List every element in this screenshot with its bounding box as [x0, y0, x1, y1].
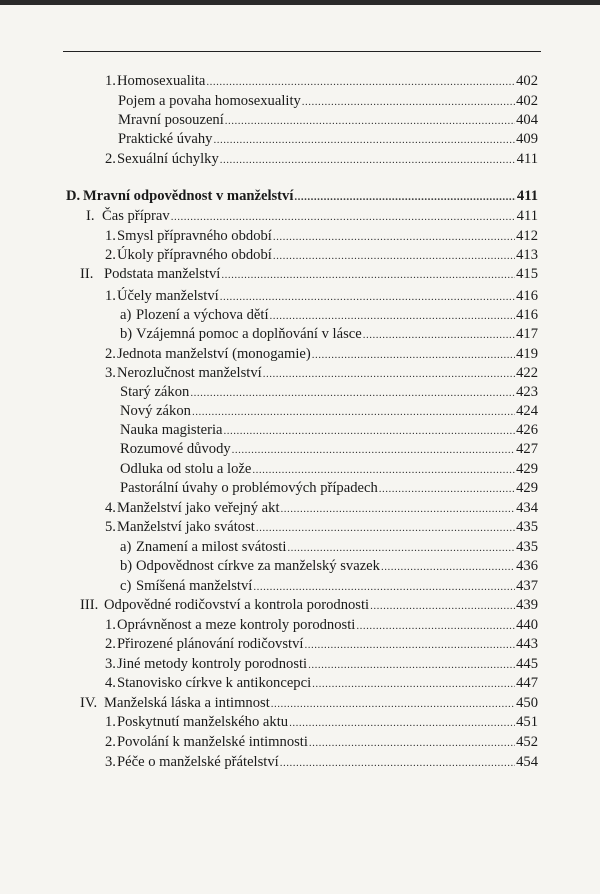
dot-leader: [171, 208, 516, 227]
toc-entry-page: 435: [516, 519, 538, 535]
toc-entry-page: 409: [516, 131, 538, 147]
toc-entry-page: 439: [516, 597, 538, 613]
toc-entry-number: 1.: [105, 714, 116, 730]
toc-entry-page: 423: [516, 384, 538, 400]
toc-entry-title: Povolání k manželské intimnosti: [117, 734, 308, 750]
toc-entry-title: Pastorální úvahy o problémových případech: [120, 480, 378, 496]
toc-entry-number: III.: [80, 597, 99, 613]
toc-entry: [105, 150, 538, 169]
dot-leader: [273, 228, 515, 247]
dot-leader: [309, 734, 515, 753]
toc-entry-title: Mravní odpovědnost v manželství: [83, 188, 294, 204]
toc-entry-title: Mravní posouzení: [118, 112, 224, 128]
dot-leader: [256, 519, 515, 538]
page-top-edge: [0, 0, 600, 5]
toc-entry-number: 5.: [105, 519, 116, 535]
toc-entry-page: 435: [516, 539, 538, 555]
dot-leader: [213, 131, 515, 150]
toc-entry-number: I.: [86, 208, 95, 224]
toc-entry-title: Homosexualita: [117, 73, 206, 89]
toc-entry-title: Odluka od stolu a lože: [120, 461, 252, 477]
dot-leader: [289, 714, 515, 733]
toc-entry: [105, 345, 538, 364]
toc-entry-number: 1.: [105, 228, 116, 244]
toc-entry-page: 404: [516, 112, 538, 128]
toc-entry: [80, 694, 538, 713]
toc-entry-page: 443: [516, 636, 538, 652]
toc-entry-number: 1.: [105, 617, 116, 633]
toc-entry-page: 437: [516, 578, 538, 594]
dot-leader: [304, 636, 515, 655]
toc-entry-number: 1.: [105, 73, 116, 89]
dot-leader: [273, 247, 515, 266]
dot-leader: [252, 461, 515, 480]
toc-entry-title: Pojem a povaha homosexuality: [118, 93, 301, 109]
toc-entry: [105, 499, 538, 518]
toc-entry-title: Nový zákon: [120, 403, 191, 419]
toc-entry-title: Odpovědnost církve za manželský svazek: [136, 558, 380, 574]
toc-entry-page: 454: [516, 754, 538, 770]
toc-entry: [118, 92, 538, 111]
toc-entry-page: 436: [516, 558, 538, 574]
toc-entry: [66, 187, 538, 206]
toc-entry-page: 413: [516, 247, 538, 263]
toc-entry-title: Stanovisko církve k antikoncepci: [117, 675, 312, 691]
toc-entry: [120, 557, 538, 576]
toc-entry: [80, 265, 538, 284]
toc-entry-page: 411: [516, 188, 538, 204]
toc-entry-title: Poskytnutí manželského aktu: [117, 714, 289, 730]
dot-leader: [287, 539, 515, 558]
toc-entry-page: 411: [516, 208, 538, 224]
dot-leader: [356, 617, 515, 636]
toc-entry-page: 402: [516, 93, 538, 109]
toc-entry-title: Jiné metody kontroly porodnosti: [117, 656, 308, 672]
dot-leader: [363, 326, 515, 345]
toc-entry-title: Úkoly přípravného období: [117, 247, 272, 263]
dot-leader: [379, 480, 515, 499]
toc-entry-number: b): [120, 326, 133, 342]
dot-leader: [206, 73, 515, 92]
toc-entry: [105, 364, 538, 383]
dot-leader: [190, 384, 515, 403]
toc-entry: [120, 538, 538, 557]
toc-entry-number: 3.: [105, 365, 116, 381]
toc-entry-title: Manželská láska a intimnost: [104, 695, 270, 711]
dot-leader: [308, 656, 515, 675]
toc-entry-page: 445: [516, 656, 538, 672]
toc-entry-page: 424: [516, 403, 538, 419]
dot-leader: [302, 93, 515, 112]
toc-entry-page: 416: [516, 307, 538, 323]
toc-entry: [120, 383, 538, 402]
toc-entry: [105, 655, 538, 674]
toc-entry-number: a): [120, 539, 132, 555]
dot-leader: [225, 112, 515, 131]
toc-entry-page: 440: [516, 617, 538, 633]
toc-entry-title: Manželství jako svátost: [117, 519, 255, 535]
toc-entry: [105, 635, 538, 654]
toc-entry-title: Čas příprav: [102, 208, 170, 224]
toc-entry-page: 417: [516, 326, 538, 342]
toc-entry-title: Vzájemná pomoc a doplňování v lásce: [136, 326, 362, 342]
toc-entry: [105, 246, 538, 265]
dot-leader: [270, 307, 516, 326]
dot-leader: [220, 288, 515, 307]
toc-entry-page: 411: [516, 151, 538, 167]
toc-entry: [105, 72, 538, 91]
toc-entry-number: 2.: [105, 346, 116, 362]
toc-entry-page: 452: [516, 734, 538, 750]
dot-leader: [224, 422, 516, 441]
toc-entry: [80, 596, 538, 615]
toc-entry-title: Nerozlučnost manželství: [117, 365, 262, 381]
toc-entry-number: 2.: [105, 734, 116, 750]
dot-leader: [253, 578, 515, 597]
toc-entry-page: 412: [516, 228, 538, 244]
toc-entry-page: 429: [516, 461, 538, 477]
toc-entry-page: 402: [516, 73, 538, 89]
dot-leader: [312, 346, 515, 365]
toc-entry-number: II.: [80, 266, 94, 282]
toc-entry-title: Znamení a milost svátosti: [136, 539, 287, 555]
toc-entry-number: a): [120, 307, 132, 323]
toc-entry: [120, 577, 538, 596]
toc-entry-number: c): [120, 578, 132, 594]
toc-entry: [105, 518, 538, 537]
toc-entry-page: 426: [516, 422, 538, 438]
dot-leader: [281, 500, 516, 519]
toc-entry-title: Rozumové důvody: [120, 441, 231, 457]
toc-entry-page: 422: [516, 365, 538, 381]
toc-entry: [118, 111, 538, 130]
toc-entry-title: Manželství jako veřejný akt: [117, 500, 280, 516]
toc-entry: [105, 227, 538, 246]
toc-entry: [118, 130, 538, 149]
toc-entry-title: Účely manželství: [117, 288, 219, 304]
toc-entry-page: 416: [516, 288, 538, 304]
toc-entry-title: Starý zákon: [120, 384, 190, 400]
dot-leader: [220, 151, 516, 170]
toc-entry: [105, 713, 538, 732]
toc-entry-number: 4.: [105, 500, 116, 516]
dot-leader: [221, 266, 515, 285]
toc-entry-number: IV.: [80, 695, 98, 711]
dot-leader: [280, 754, 515, 773]
toc-entry: [105, 753, 538, 772]
toc-entry-title: Podstata manželství: [104, 266, 221, 282]
dot-leader: [370, 597, 515, 616]
toc-entry-page: 419: [516, 346, 538, 362]
dot-leader: [381, 558, 515, 577]
toc-entry-title: Péče o manželské přátelství: [117, 754, 279, 770]
toc-entry: [120, 460, 538, 479]
toc-entry-page: 450: [516, 695, 538, 711]
toc-entry-title: Nauka magisteria: [120, 422, 223, 438]
toc-entry-number: 4.: [105, 675, 116, 691]
dot-leader: [271, 695, 515, 714]
toc-entry: [120, 402, 538, 421]
toc-entry: [86, 207, 538, 226]
toc-entry-page: 447: [516, 675, 538, 691]
toc-entry-title: Přirozené plánování rodičovství: [117, 636, 304, 652]
toc-entry-page: 429: [516, 480, 538, 496]
toc-entry-number: 1.: [105, 288, 116, 304]
toc-entry-title: Jednota manželství (monogamie): [117, 346, 311, 362]
toc-entry-title: Praktické úvahy: [118, 131, 213, 147]
toc-entry-title: Smíšená manželství: [136, 578, 253, 594]
toc-entry: [105, 674, 538, 693]
toc-entry: [120, 421, 538, 440]
toc-entry-title: Oprávněnost a meze kontroly porodnosti: [117, 617, 356, 633]
toc-entry-title: Plození a výchova dětí: [136, 307, 269, 323]
toc-entry-page: 415: [516, 266, 538, 282]
toc-entry-number: 3.: [105, 754, 116, 770]
dot-leader: [312, 675, 515, 694]
toc-entry-number: 2.: [105, 247, 116, 263]
toc-entry-number: D.: [66, 188, 81, 204]
toc-entry: [120, 440, 538, 459]
dot-leader: [192, 403, 515, 422]
toc-entry-page: 451: [516, 714, 538, 730]
toc-entry: [120, 479, 538, 498]
toc-entry: [105, 733, 538, 752]
toc-entry: [105, 616, 538, 635]
toc-entry-title: Smysl přípravného období: [117, 228, 272, 244]
dot-leader: [294, 188, 516, 207]
toc-entry-title: Odpovědné rodičovství a kontrola porodnosti: [104, 597, 370, 613]
toc-entry-page: 427: [516, 441, 538, 457]
dot-leader: [232, 441, 515, 460]
toc-entry: [105, 287, 538, 306]
toc-entry-title: Sexuální úchylky: [117, 151, 219, 167]
dot-leader: [263, 365, 515, 384]
toc-entry-page: 434: [516, 500, 538, 516]
toc-entry-number: 2.: [105, 636, 116, 652]
toc-entry: [120, 306, 538, 325]
toc-entry: [120, 325, 538, 344]
toc-entry-number: b): [120, 558, 133, 574]
toc-entry-number: 3.: [105, 656, 116, 672]
header-rule: [63, 51, 541, 52]
toc-entry-number: 2.: [105, 151, 116, 167]
